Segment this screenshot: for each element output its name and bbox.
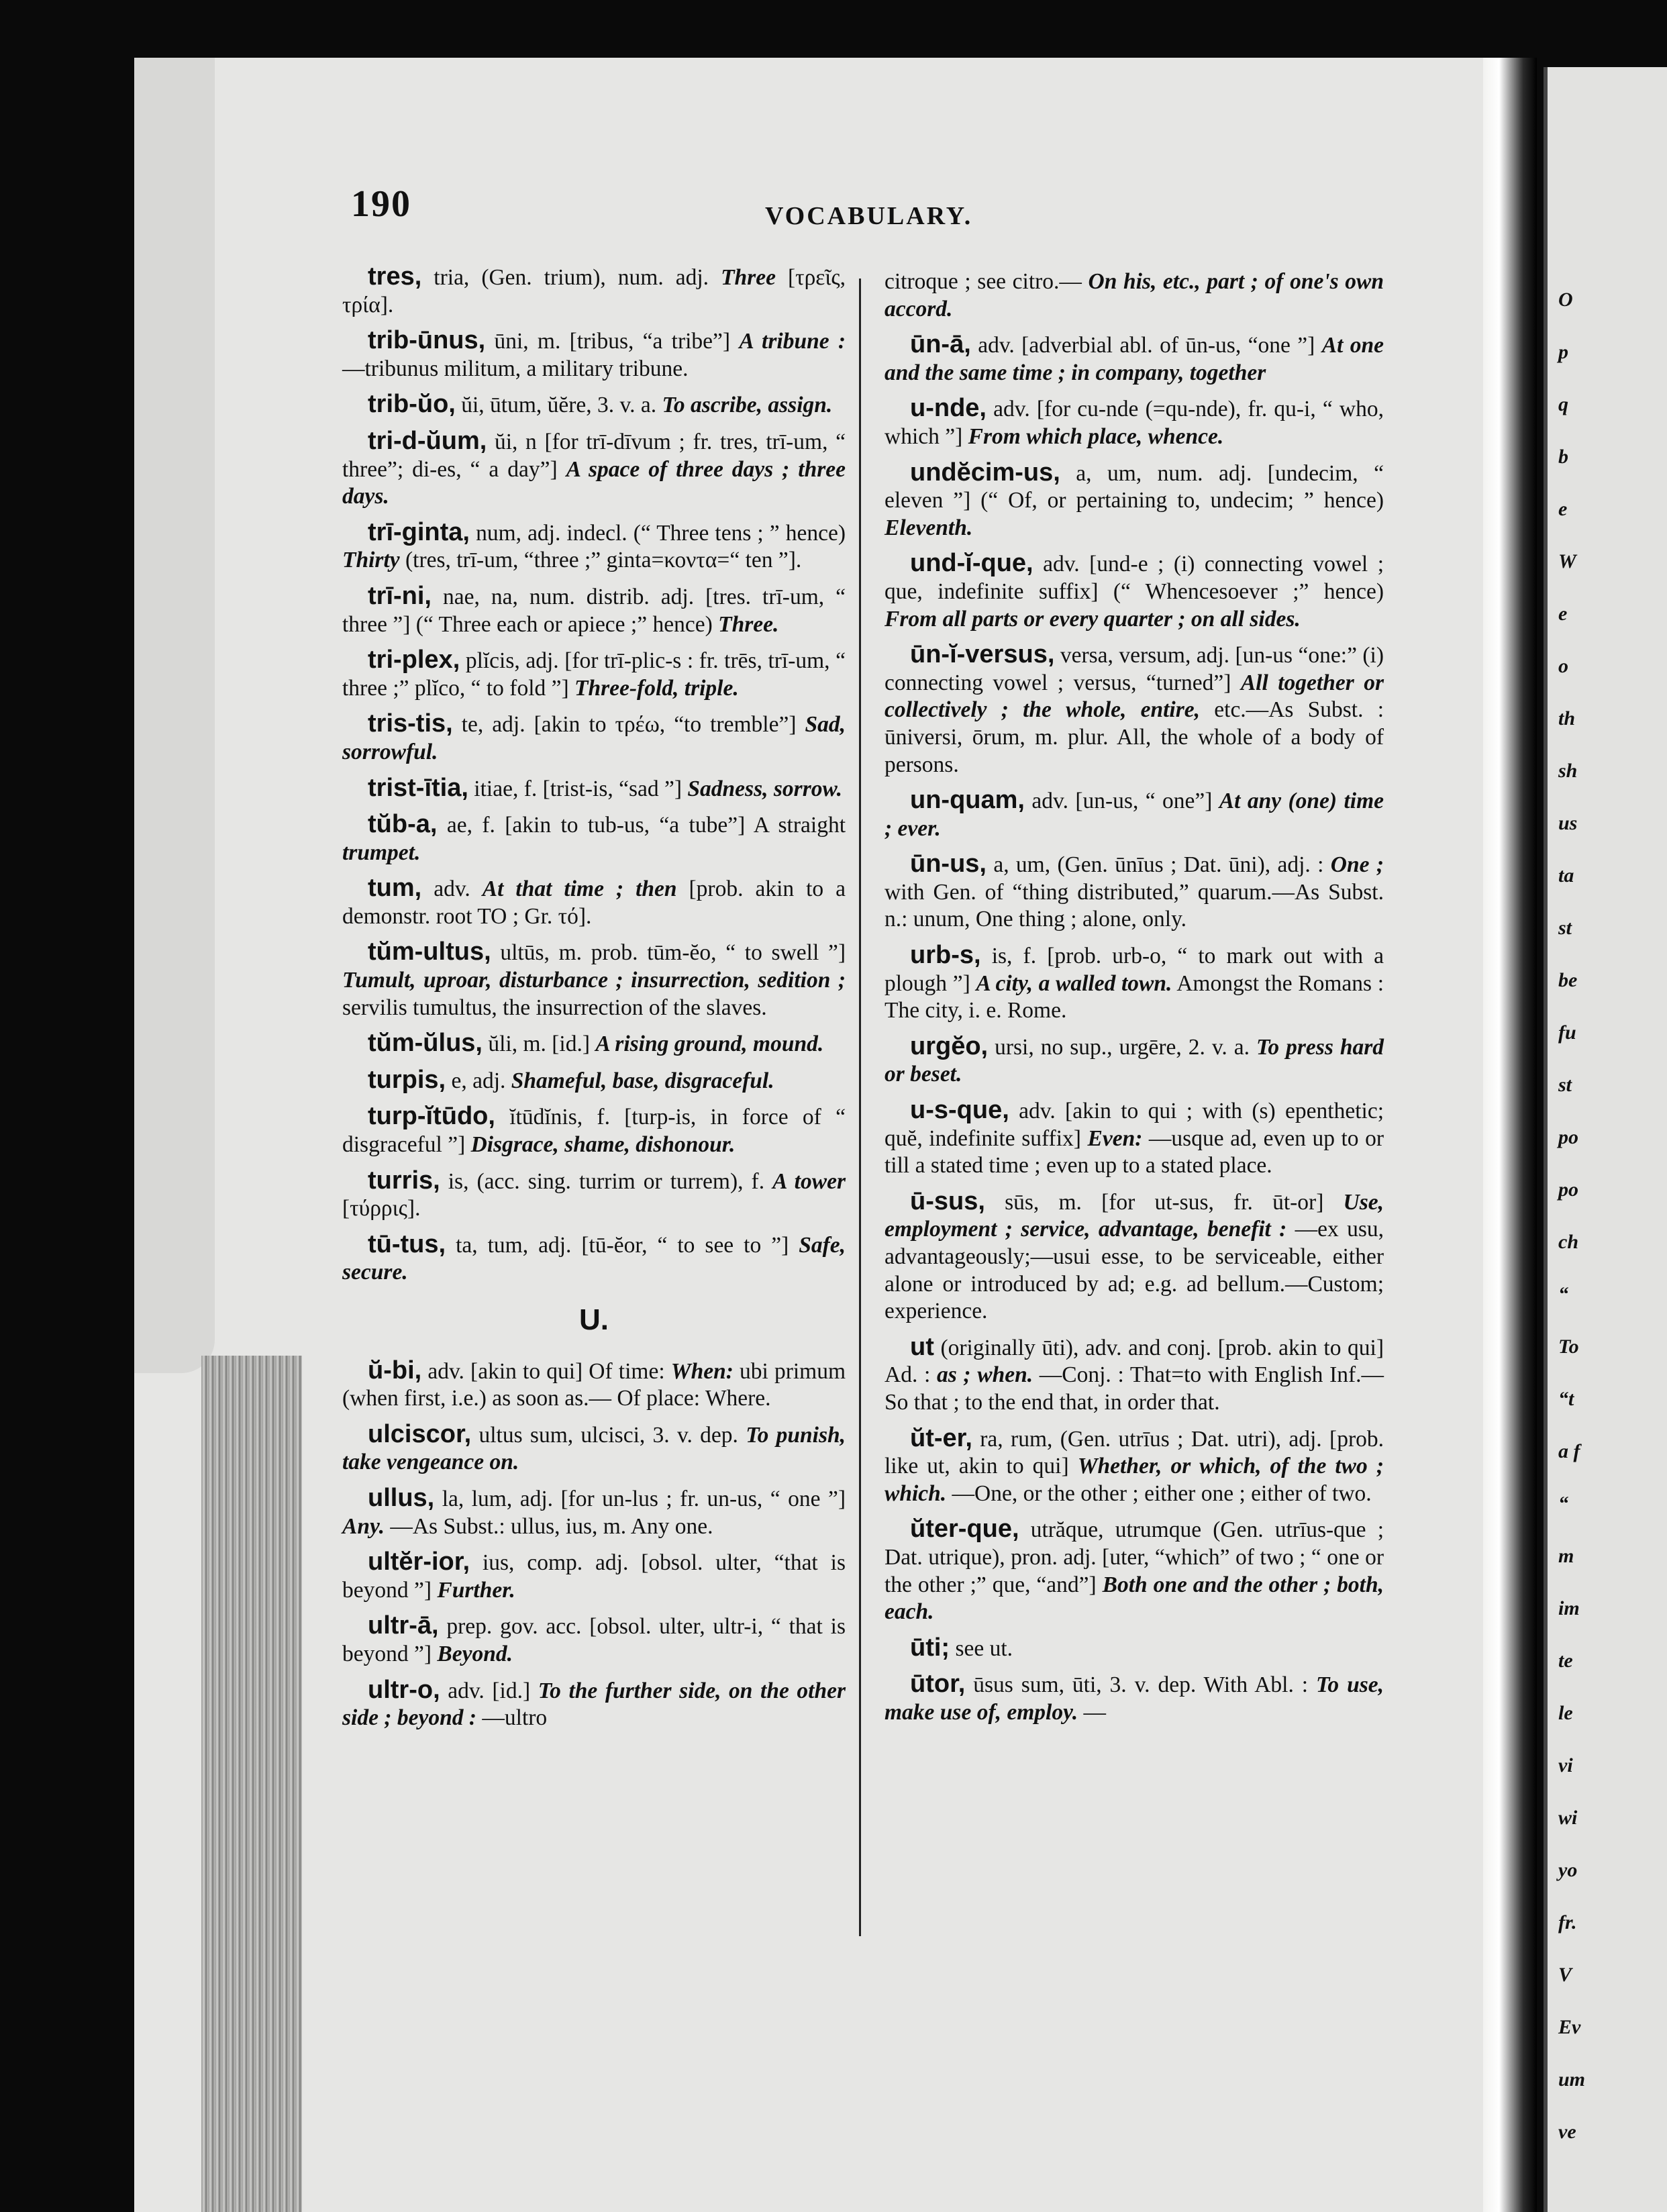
- entry-headword: trib-ŭo,: [368, 390, 456, 419]
- dictionary-entry: [342, 327, 846, 383]
- dictionary-entry: [342, 263, 846, 319]
- next-page-text-fragment: “: [1558, 1493, 1568, 1515]
- entry-headword: urb-s,: [910, 941, 981, 970]
- entry-etymology: adv. [for cu-nde (=qu-nde), fr. qu-i, “ who, which ”]: [885, 397, 1384, 449]
- entry-etymology: a, um, (Gen. ūnīus ; Dat. ūni), adj. :: [993, 852, 1324, 878]
- dictionary-entry: [885, 268, 1384, 323]
- book-page-edges: [201, 1356, 302, 2212]
- dictionary-entry: [342, 1612, 846, 1668]
- entry-definition: as ; when.: [936, 1362, 1033, 1388]
- dictionary-entry: [342, 1485, 846, 1540]
- dictionary-entry: [885, 550, 1384, 633]
- entry-headword: ŭt-er,: [910, 1423, 972, 1452]
- entry-usage: etc.—As Subst. : ūniversi, ōrum, m. plur. All, the whole of a body of persons.: [885, 697, 1384, 777]
- dictionary-entry: [342, 519, 846, 574]
- entry-headword: ŭ-bi,: [368, 1356, 422, 1385]
- entry-etymology: e, adj.: [451, 1068, 506, 1093]
- next-page-text-fragment: im: [1558, 1597, 1580, 1619]
- dictionary-entry: [342, 646, 846, 702]
- entry-headword: tŭm-ultus,: [368, 938, 491, 966]
- entry-definition: To punish, take vengeance on.: [342, 1422, 846, 1475]
- entry-definition: To ascribe, assign.: [662, 393, 833, 418]
- entry-etymology: te, adj. [akin to τρέω, “to tremble”]: [461, 712, 797, 738]
- entry-etymology: ŭi, ūtum, ŭĕre, 3. v. a.: [461, 393, 657, 418]
- entry-headword: u-nde,: [910, 394, 987, 423]
- entry-usage: (tres, trī-um, “three ;” ginta=κοντα=“ ten ”].: [405, 548, 802, 573]
- dictionary-entry: [342, 1029, 846, 1058]
- next-page-text-fragment: po: [1558, 1126, 1578, 1148]
- entry-definition: Even:: [1087, 1125, 1143, 1151]
- dictionary-entry: [342, 1676, 846, 1732]
- entry-definition: Sadness, sorrow.: [687, 776, 842, 801]
- entry-definition: To the further side, on the other side ; beyond :: [342, 1678, 846, 1731]
- next-page-edge: [1544, 67, 1667, 2212]
- entry-definition: To use, make use of, employ.: [885, 1672, 1384, 1725]
- dictionary-entry: [342, 1231, 846, 1287]
- dictionary-entry: [342, 1167, 846, 1223]
- dictionary-entry: [342, 391, 846, 419]
- next-page-text-fragment: e: [1558, 603, 1568, 625]
- entry-definition: A space of three days ; three days.: [342, 456, 846, 509]
- entry-etymology: ŭli, m. [id.]: [488, 1032, 591, 1057]
- entry-headword: ū-sus,: [910, 1187, 985, 1215]
- entry-etymology: citroque ; see citro.—: [885, 269, 1082, 294]
- entry-usage: servilis tumultus, the insurrection of the slaves.: [342, 995, 767, 1020]
- dictionary-entry: [342, 938, 846, 1021]
- next-page-text-fragment: b: [1558, 446, 1568, 468]
- next-page-text-fragment: us: [1558, 812, 1578, 834]
- next-page-text-fragment: wi: [1558, 1807, 1578, 1829]
- entry-definition: A city, a walled town.: [976, 970, 1172, 996]
- entry-etymology: nae, na, num. distrib. adj. [tres. trī-um, “ three ”] (“ Three each or apiece ;” hence): [342, 584, 846, 637]
- next-page-text-fragment: m: [1558, 1545, 1574, 1567]
- entry-usage: ubi primum (when first, i.e.) as soon as.— Of place: Where.: [342, 1358, 846, 1411]
- entry-etymology: adv. [akin to qui] Of time:: [427, 1358, 665, 1384]
- entry-etymology: ius, comp. adj. [obsol. ulter, “that is beyond ”]: [342, 1550, 846, 1603]
- entry-etymology: versa, versum, adj. [un-us “one:” (i) connecting vowel ; versus, “turned”]: [885, 643, 1384, 695]
- entry-etymology: utrăque, utrumque (Gen. utrīus-que ; Dat. utrique), pron. adj. [uter, “which” of two ; “ one or the other ;” que, “and”]: [885, 1517, 1384, 1597]
- dictionary-entry: [885, 1188, 1384, 1325]
- entry-etymology: adv. [un-us, “ one”]: [1031, 789, 1213, 814]
- entry-usage: [prob. akin to a demonstr. root TO ; Gr. τό].: [342, 876, 846, 929]
- dictionary-entry: [342, 874, 846, 930]
- entry-etymology: ĭtūdĭnis, f. [turp-is, in force of “ disgraceful ”]: [342, 1105, 846, 1158]
- entry-headword: tres,: [368, 262, 422, 291]
- entry-etymology: sūs, m. [for ut-sus, fr. ūt-or]: [1005, 1189, 1324, 1215]
- entry-definition: One ;: [1330, 852, 1384, 878]
- dictionary-entry: [342, 583, 846, 638]
- dictionary-entry: [885, 1634, 1384, 1663]
- dictionary-entry: [885, 1033, 1384, 1089]
- dictionary-entry: [885, 395, 1384, 450]
- next-page-text-fragment: fu: [1558, 1021, 1576, 1044]
- entry-headword: u-s-que,: [910, 1096, 1009, 1125]
- entry-etymology: plĭcis, adj. [for trī-plic-s : fr. trēs, trī-um, “ three ;” plĭco, “ to fold ”]: [342, 648, 846, 701]
- entry-usage: [τύρρις].: [342, 1196, 421, 1221]
- entry-definition: Disgrace, shame, dishonour.: [470, 1132, 736, 1158]
- entry-definition: Tumult, uproar, disturbance ; insurrection, sedition ;: [342, 968, 846, 993]
- entry-headword: trī-ginta,: [368, 517, 470, 546]
- entry-usage: with Gen. of “thing distributed,” quarum.—As Subst. n.: unum, One thing ; alone, only.: [885, 879, 1384, 932]
- page-number: 190: [351, 183, 411, 225]
- entry-definition: A tower: [772, 1168, 846, 1194]
- entry-definition: Whether, or which, of the two ; which.: [885, 1454, 1384, 1506]
- next-page-text-fragment: V: [1558, 1964, 1572, 1986]
- entry-headword: turp-ĭtūdo,: [368, 1102, 495, 1131]
- page-corner-shadow: [134, 58, 215, 1373]
- entry-usage: Amongst the Romans : The city, i. e. Rome.: [885, 970, 1384, 1023]
- entry-definition: A rising ground, mound.: [595, 1032, 824, 1057]
- entry-etymology: itiae, f. [trist-is, “sad ”]: [474, 776, 683, 801]
- entry-definition: At any (one) time ; ever.: [885, 789, 1384, 841]
- dictionary-entry: [342, 1357, 846, 1413]
- entry-definition: Any.: [342, 1513, 385, 1539]
- entry-definition: Shameful, base, disgraceful.: [511, 1068, 774, 1093]
- entry-headword: tū-tus,: [368, 1229, 446, 1258]
- entry-usage: —tribunus militum, a military tribune.: [342, 356, 689, 381]
- entry-definition: Safe, secure.: [342, 1232, 846, 1285]
- entry-headword: tŭb-a,: [368, 810, 438, 839]
- entry-definition: From all parts or every quarter ; on all sides.: [885, 606, 1301, 632]
- entry-etymology: adv. [und-e ; (i) connecting vowel ; que, indefinite suffix] (“ Whencesoever ;” hence): [885, 552, 1384, 604]
- next-page-text-fragment: th: [1558, 707, 1576, 730]
- entry-definition: To press hard or beset.: [885, 1034, 1384, 1087]
- next-page-text-fragment: To: [1558, 1336, 1579, 1358]
- entry-definition: At one and the same time ; in company, together: [885, 333, 1384, 385]
- dictionary-entry: [885, 641, 1384, 778]
- entry-etymology: prep. gov. acc. [obsol. ulter, ultr-i, “ that is beyond ”]: [342, 1614, 846, 1666]
- entry-definition: Both one and the other ; both, each.: [885, 1572, 1384, 1625]
- left-column: [342, 263, 846, 1740]
- entry-definition: All together or collectively ; the whole, entire,: [885, 670, 1384, 723]
- entry-headword: tri-d-ŭum,: [368, 426, 487, 455]
- entry-etymology: ta, tum, adj. [tū-ĕor, “ to see to ”]: [456, 1232, 789, 1258]
- entry-definition: Thirty: [342, 548, 400, 573]
- running-head: VOCABULARY.: [765, 202, 973, 230]
- next-page-text-fragment: o: [1558, 655, 1568, 677]
- column-divider: [859, 279, 861, 1936]
- entry-definition: Three-fold, triple.: [574, 675, 739, 701]
- entry-etymology: adv. [akin to qui ; with (s) epenthetic; quĕ, indefinite suffix]: [885, 1099, 1384, 1151]
- entry-headword: ūtor,: [910, 1670, 966, 1699]
- entry-headword: turris,: [368, 1166, 440, 1195]
- section-letter-heading: U.: [579, 1303, 609, 1336]
- dictionary-entry: [342, 1066, 846, 1095]
- dictionary-entry: [342, 811, 846, 866]
- book-gutter: [1483, 58, 1537, 2212]
- next-page-text-fragment: ch: [1558, 1231, 1578, 1253]
- entry-headword: turpis,: [368, 1065, 446, 1094]
- entry-etymology: tria, (Gen. trium), num. adj.: [434, 265, 709, 290]
- entry-headword: tŭm-ŭlus,: [368, 1029, 483, 1058]
- right-column: [885, 268, 1384, 1735]
- entry-headword: urgĕo,: [910, 1032, 989, 1060]
- dictionary-entry: [885, 1670, 1384, 1726]
- entry-etymology: ra, rum, (Gen. utrīus ; Dat. utri), adj. [prob. like ut, akin to qui]: [885, 1426, 1384, 1479]
- entry-etymology: adv.: [434, 876, 470, 902]
- entry-headword: tris-tis,: [368, 709, 453, 738]
- next-page-text-fragment: “t: [1558, 1388, 1574, 1410]
- entry-etymology: ultūs, m. prob. tūm-ĕo, “ to swell ”]: [500, 940, 846, 966]
- entry-etymology: adv. [id.]: [448, 1678, 531, 1703]
- next-page-text-fragment: ta: [1558, 864, 1574, 887]
- entry-etymology: ūni, m. [tribus, “a tribe”]: [494, 329, 731, 354]
- entry-headword: und-ĭ-que,: [910, 549, 1033, 578]
- next-page-text-fragment: O: [1558, 289, 1573, 311]
- next-page-text-fragment: te: [1558, 1650, 1573, 1672]
- dictionary-entry: [342, 710, 846, 766]
- entry-definition: Sad, sorrowful.: [342, 712, 846, 764]
- dictionary-entry: [885, 1097, 1384, 1180]
- next-page-text-fragment: um: [1558, 2068, 1586, 2091]
- dictionary-entry: [342, 774, 846, 803]
- dictionary-entry: [342, 428, 846, 511]
- entry-headword: ultr-o,: [368, 1675, 440, 1704]
- dictionary-entry: [885, 1515, 1384, 1625]
- entry-etymology: la, lum, adj. [for un-lus ; fr. un-us, “ one ”]: [442, 1486, 846, 1511]
- entry-usage: [τρεῖς, τρία].: [342, 265, 846, 317]
- entry-headword: ūn-us,: [910, 850, 987, 878]
- entry-definition: When:: [670, 1358, 734, 1384]
- next-page-text-fragment: be: [1558, 969, 1578, 991]
- dictionary-entry: [342, 1421, 846, 1476]
- entry-headword: tri-plex,: [368, 646, 460, 674]
- entry-headword: ultr-ā,: [368, 1611, 439, 1640]
- next-page-text-fragment: e: [1558, 498, 1568, 520]
- next-page-text-fragment: “: [1558, 1283, 1568, 1305]
- next-page-text-fragment: p: [1558, 341, 1568, 363]
- next-page-text-fragment: le: [1558, 1702, 1573, 1724]
- entry-etymology: ae, f. [akin to tub-us, “a tube”] A straight: [446, 813, 846, 838]
- entry-headword: trist-ītia,: [368, 773, 468, 802]
- entry-etymology: a, um, num. adj. [undecim, “ eleven ”] (“ Of, or pertaining to, undecim; ” hence): [885, 460, 1384, 513]
- entry-definition: Further.: [437, 1577, 515, 1603]
- entry-definition: Three: [721, 265, 776, 290]
- entry-definition: From which place, whence.: [968, 423, 1224, 449]
- dictionary-entry: [885, 331, 1384, 387]
- entry-headword: ultĕr-ior,: [368, 1548, 470, 1576]
- next-page-text-fragment: W: [1558, 550, 1576, 572]
- entry-definition: Beyond.: [437, 1641, 513, 1666]
- entry-usage: —ultro: [482, 1705, 548, 1731]
- entry-headword: ullus,: [368, 1483, 435, 1512]
- entry-etymology: num, adj. indecl. (“ Three tens ; ” hence): [476, 520, 846, 546]
- next-page-text-fragment: po: [1558, 1178, 1578, 1201]
- dictionary-entry: [885, 787, 1384, 842]
- next-page-text-fragment: yo: [1558, 1859, 1578, 1881]
- entry-etymology: ūsus sum, ūti, 3. v. dep. With Abl. :: [973, 1672, 1309, 1698]
- entry-headword: ūti;: [910, 1633, 950, 1662]
- next-page-text-fragment: q: [1558, 393, 1568, 415]
- dictionary-entry: [885, 850, 1384, 934]
- entry-etymology: see ut.: [955, 1636, 1013, 1661]
- entry-definition: Three.: [718, 611, 779, 637]
- entry-usage: —Conj. : That=to with English Inf.—So that ; to the end that, in order that.: [885, 1362, 1384, 1415]
- dictionary-entry: [885, 1425, 1384, 1508]
- entry-etymology: (originally ūti), adv. and conj. [prob. akin to qui] Ad. :: [885, 1335, 1384, 1388]
- entry-headword: ūn-ā,: [910, 330, 971, 359]
- entry-etymology: ursi, no sup., urgēre, 2. v. a.: [995, 1034, 1250, 1060]
- entry-usage: —ex usu, advantageously;—usui esse, to be serviceable, either alone or introduced by ad; e.g. ad bellum.—Custom; experience.: [885, 1217, 1384, 1324]
- entry-definition: Eleventh.: [885, 515, 973, 540]
- entry-usage: —usque ad, even up to or till a stated time ; even up to a stated place.: [885, 1125, 1384, 1178]
- entry-headword: ŭter-que,: [910, 1515, 1019, 1544]
- entry-definition: Use, employment ; service, advantage, benefit :: [885, 1189, 1384, 1242]
- entry-usage: —: [1083, 1699, 1106, 1725]
- next-page-text-fragment: st: [1558, 1074, 1572, 1096]
- dictionary-entry: [885, 459, 1384, 542]
- entry-definition: On his, etc., part ; of one's own accord.: [885, 269, 1384, 321]
- entry-etymology: is, f. [prob. urb-o, “ to mark out with a plough ”]: [885, 944, 1384, 996]
- dictionary-entry: [885, 942, 1384, 1025]
- dictionary-entry: [342, 1548, 846, 1604]
- next-page-text-fragment: Ev: [1558, 2016, 1581, 2038]
- entry-usage: —As Subst.: ullus, ius, m. Any one.: [390, 1513, 713, 1539]
- entry-etymology: ultus sum, ulcisci, 3. v. dep.: [478, 1422, 738, 1448]
- entry-etymology: ŭi, n [for trī-dīvum ; fr. tres, trī-um, “ three”; di-es, “ a day”]: [342, 429, 846, 482]
- next-page-text-fragment: a f: [1558, 1440, 1580, 1462]
- entry-headword: un-quam,: [910, 786, 1025, 815]
- next-page-text-fragment: fr.: [1558, 1911, 1577, 1933]
- entry-definition: A tribune :: [739, 329, 846, 354]
- entry-definition: At that time ; then: [482, 876, 677, 902]
- entry-headword: ūn-ĭ-versus,: [910, 640, 1055, 669]
- next-page-text-fragment: vi: [1558, 1754, 1573, 1776]
- dictionary-entry: [342, 1103, 846, 1158]
- entry-usage: —One, or the other ; either one ; either of two.: [952, 1480, 1372, 1506]
- entry-etymology: adv. [adverbial abl. of ūn-us, “one ”]: [978, 333, 1315, 358]
- entry-headword: ulciscor,: [368, 1419, 472, 1448]
- next-page-text-fragment: sh: [1558, 760, 1578, 782]
- entry-headword: tum,: [368, 874, 422, 903]
- dictionary-entry: [885, 1334, 1384, 1417]
- next-page-text-fragment: ve: [1558, 2121, 1576, 2143]
- entry-etymology: is, (acc. sing. turrim or turrem), f.: [448, 1168, 765, 1194]
- entry-headword: trib-ūnus,: [368, 326, 486, 355]
- entry-headword: ut: [910, 1332, 934, 1361]
- entry-headword: trī-ni,: [368, 581, 432, 610]
- entry-headword: undĕcim-us,: [910, 458, 1060, 487]
- entry-definition: trumpet.: [342, 840, 421, 865]
- next-page-text-fragment: st: [1558, 917, 1572, 939]
